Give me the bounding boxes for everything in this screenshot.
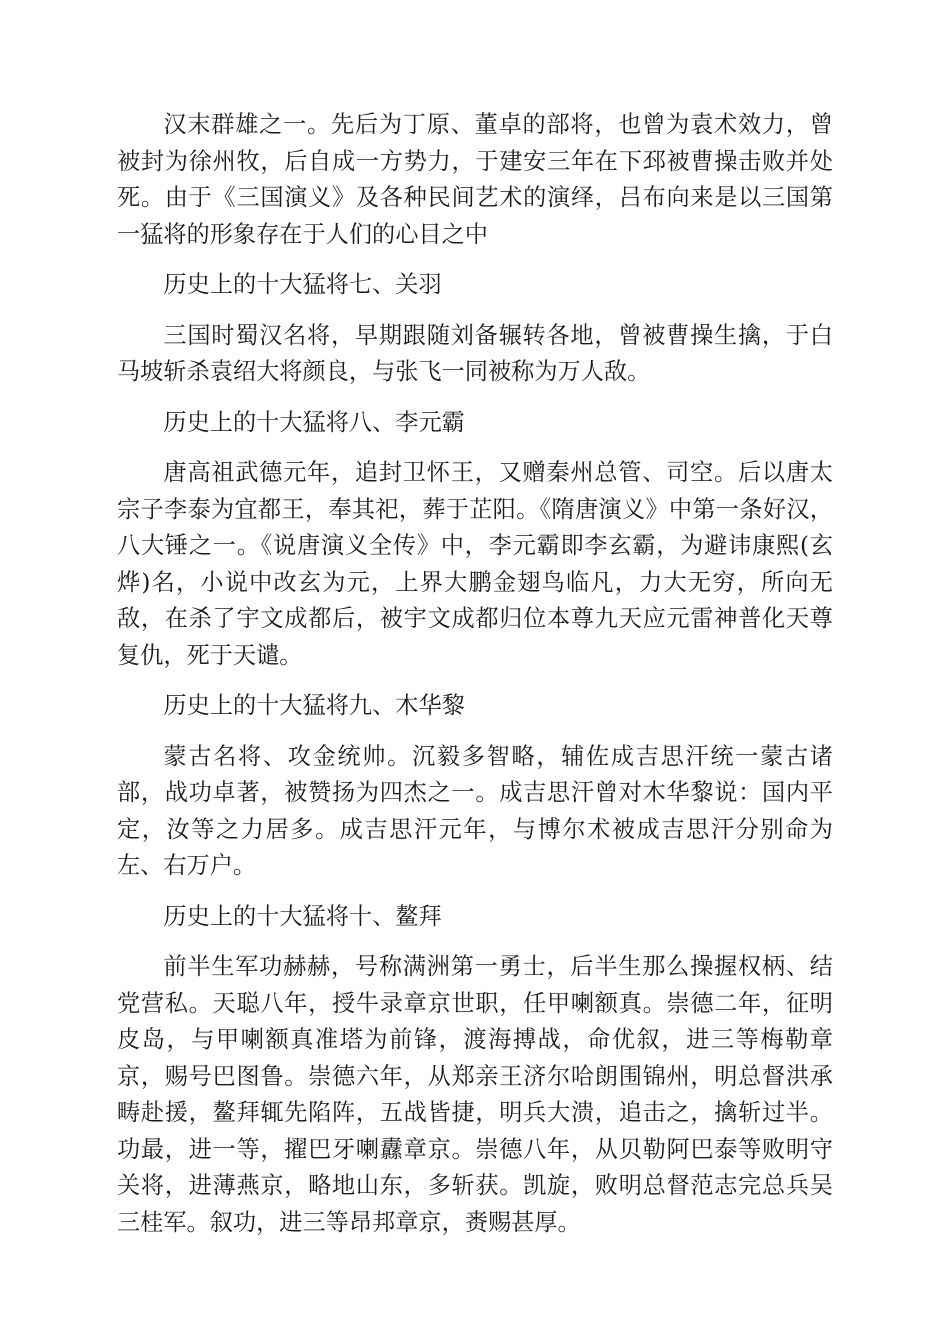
paragraph-muhuali: 蒙古名将、攻金统帅。沉毅多智略，辅佐成吉思汗统一蒙古诸部，战功卓著，被赞扬为四杰之一。成吉思汗曾对木华黎说：国内平定，汝等之力居多。成吉思汗元年，与博尔术被成吉思汗分别命为左、右万户。 [117,742,833,879]
paragraph-guanyu: 三国时蜀汉名将，早期跟随刘备辗转各地，曾被曹操生擒，于白马坡斩杀袁绍大将颜良，与张飞一同被称为万人敌。 [117,321,833,385]
heading-muhuali: 历史上的十大猛将九、木华黎 [163,692,465,719]
paragraph-aobai: 前半生军功赫赫，号称满洲第一勇士，后半生那么操握权柄、结党营私。天聪八年，授牛录章京世职，任甲喇额真。崇德二年，征明皮岛，与甲喇额真准塔为前锋，渡海搏战，命优叙，进三等梅勒章京，赐号巴图鲁。崇德六年，从郑亲王济尔哈朗围锦州，明总督洪承畴赴援，鳌拜辄先陷阵，五战皆捷，明兵大溃，追击之，擒斩过半。功最，进一等，擢巴牙喇纛章京。崇德八年，从贝勒阿巴泰等败明守关将，进薄燕京，略地山东，多斩获。凯旋，败明总督范志完总兵吴三桂军。叙功，进三等昂邦章京，赉赐甚厚。 [117,953,833,1236]
heading-liyuanba: 历史上的十大猛将八、李元霸 [163,408,465,436]
heading-aobai: 历史上的十大猛将十、鳌拜 [163,902,442,930]
heading-guanyu: 历史上的十大猛将七、关羽 [163,271,442,298]
paragraph-liyuanba: 唐高祖武德元年，追封卫怀王，又赠秦州总管、司空。后以唐太宗子李泰为宜都王，奉其祀，葬于芷阳。《隋唐演义》中第一条好汉，八大锤之一。《说唐演义全传》中，李元霸即李玄霸，为避讳康熙(玄烨)名，小说中改玄为元，上界大鹏金翅鸟临凡，力大无穷，所向无敌，在杀了宇文成都后，被宇文成都归位本尊九天应元雷神普化天尊复仇，死于天谴。 [117,459,833,669]
document-page [117,107,833,1241]
paragraph-lubu: 汉末群雄之一。先后为丁原、董卓的部将，也曾为袁术效力，曾被封为徐州牧，后自成一方势力，于建安三年在下邳被曹操击败并处死。由于《三国演义》及各种民间艺术的演绎，吕布向来是以三国第一猛将的形象存在于人们的心目之中 [117,111,833,248]
